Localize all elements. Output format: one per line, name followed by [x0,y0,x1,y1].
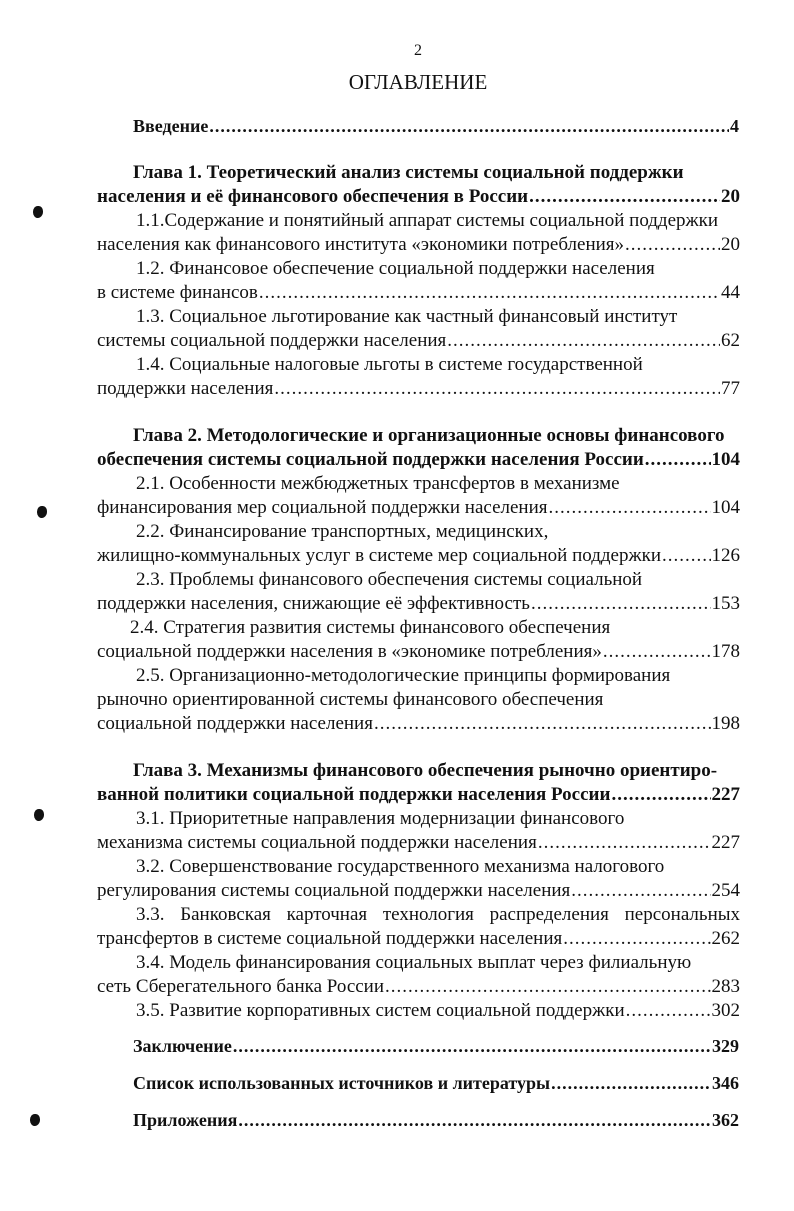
toc-entry-sources[interactable] [133,1071,739,1095]
toc-label: системы социальной поддержки населения [97,330,447,351]
section-3-3-cont[interactable] [97,927,740,951]
section-3-4[interactable]: 3.4. Модель финансирования социальных выплат через филиальную [136,952,692,973]
toc-page: 62 [721,330,740,351]
toc-label: регулирования системы социальной поддержки населения [97,880,571,901]
toc-page: 178 [711,641,740,662]
section-2-2[interactable]: 2.2. Финансирование транспортных, медицинских, [136,521,549,542]
toc-page: 254 [711,880,740,901]
section-2-5[interactable]: 2.5. Организационно-методологические принципы формирования [136,665,671,686]
page-number: 2 [414,42,422,59]
section-3-4-cont[interactable] [97,975,740,999]
page-title: ОГЛАВЛЕНИЕ [348,70,488,94]
chapter-1-heading[interactable]: Глава 1. Теоретический анализ системы социальной поддержки [133,162,684,183]
toc-leader [529,185,720,209]
toc-label: трансфертов в системе социальной поддержки населения [97,928,563,949]
toc-label: социальной поддержки населения [97,713,373,734]
toc-leader [233,1034,711,1058]
toc-label: в системе финансов [97,282,258,303]
toc-label: социальной поддержки населения в «экономике потребления» [97,641,602,662]
toc-label: механизма системы социальной поддержки населения [97,832,537,853]
toc-leader [374,712,711,736]
toc-entry-conclusion[interactable] [133,1034,739,1058]
toc-page: 126 [711,545,740,566]
toc-page: 227 [711,832,740,853]
toc-label: Приложения [133,1110,238,1130]
section-2-5-cont[interactable]: рыночно ориентированной системы финансового обеспечения [97,689,604,710]
toc-leader [563,927,710,951]
section-1-3-cont[interactable] [97,329,740,353]
toc-leader [538,831,711,855]
binder-hole-mark [33,206,43,218]
section-1-3[interactable]: 1.3. Социальное льготирование как частный финансовый институт [136,306,678,327]
section-2-4[interactable]: 2.4. Стратегия развития системы финансового обеспечения [130,617,611,638]
toc-page: 104 [711,497,740,518]
section-3-2[interactable]: 3.2. Совершенствование государственного механизма налогового [136,856,665,877]
section-2-1[interactable]: 2.1. Особенности межбюджетных трансфертов в механизме [136,473,620,494]
section-2-1-cont[interactable] [97,496,740,520]
toc-label: населения и её финансового обеспечения в России [97,186,529,207]
toc-label: поддержки населения, снижающие её эффективность [97,593,530,614]
section-3-1-cont[interactable] [97,831,740,855]
toc-leader [274,377,720,401]
toc-page: 104 [711,449,740,470]
toc-label: поддержки населения [97,378,274,399]
section-1-4-cont[interactable] [97,377,740,401]
toc-page: 44 [721,282,740,303]
toc-leader [259,281,720,305]
chapter-2-heading[interactable]: Глава 2. Методологические и организационные основы финансового [133,425,725,446]
toc-leader [626,999,711,1023]
toc-label: 3.5. Развитие корпоративных систем социальной поддержки [136,1000,625,1021]
toc-page: 302 [711,1000,740,1021]
section-1-1-cont[interactable] [97,233,740,257]
toc-label: жилищно-коммунальных услуг в системе мер социальной поддержки [97,545,661,566]
toc-leader [571,879,710,903]
toc-page: 4 [730,116,739,136]
toc-page: 77 [721,378,740,399]
chapter-1-heading-cont[interactable] [97,185,740,209]
toc-page: 346 [712,1073,739,1093]
toc-entry-appendix[interactable] [133,1108,739,1132]
section-2-2-cont[interactable] [97,544,740,568]
toc-page: 283 [711,976,740,997]
section-2-5-cont-2[interactable] [97,712,740,736]
section-1-4[interactable]: 1.4. Социальные налоговые льготы в системе государственной [136,354,643,375]
toc-label: Список использованных источников и литературы [133,1073,551,1093]
section-3-2-cont[interactable] [97,879,740,903]
toc-label: обеспечения системы социальной поддержки населения России [97,449,644,470]
toc-leader [662,544,711,568]
toc-page: 262 [711,928,740,949]
toc-leader [611,783,710,807]
chapter-2-heading-cont[interactable] [97,448,740,472]
toc-leader [238,1108,711,1132]
toc-leader [551,1071,711,1095]
section-3-1[interactable]: 3.1. Приоритетные направления модернизации финансового [136,808,625,829]
section-3-3[interactable]: 3.3. Банковская карточная технология распределения персональных [136,904,740,925]
toc-label: ванной политики социальной поддержки населения России [97,784,611,805]
toc-page: 20 [721,234,740,255]
toc-leader [531,592,711,616]
toc-label: сеть Сберегательного банка России [97,976,385,997]
toc-page: 227 [711,784,740,805]
toc-leader [385,975,710,999]
toc-leader [603,640,711,664]
toc-page: 153 [711,593,740,614]
toc-leader [447,329,720,353]
section-2-4-cont[interactable] [97,640,740,664]
chapter-3-heading-cont[interactable] [97,783,740,807]
toc-entry-introduction[interactable] [133,114,739,138]
binder-hole-mark [30,1114,40,1126]
binder-hole-mark [37,506,47,518]
section-1-1[interactable]: 1.1.Содержание и понятийный аппарат системы социальной поддержки [136,210,719,231]
toc-page: 20 [721,186,740,207]
toc-leader [549,496,711,520]
toc-leader [645,448,711,472]
toc-label: населения как финансового института «экономики потребления» [97,234,625,255]
section-1-2-cont[interactable] [97,281,740,305]
toc-label: Введение [133,116,209,136]
toc-leader [209,114,729,138]
chapter-3-heading[interactable]: Глава 3. Механизмы финансового обеспечения рыночно ориентиро- [133,760,718,781]
section-3-5[interactable] [136,999,740,1023]
binder-hole-mark [34,809,44,821]
toc-page: 329 [712,1036,739,1056]
toc-label: Заключение [133,1036,232,1056]
toc-leader [625,233,720,257]
section-1-2[interactable]: 1.2. Финансовое обеспечение социальной поддержки населения [136,258,655,279]
section-2-3[interactable]: 2.3. Проблемы финансового обеспечения системы социальной [136,569,643,590]
toc-page: 198 [711,713,740,734]
toc-label: финансирования мер социальной поддержки населения [97,497,548,518]
toc-page: 362 [712,1110,739,1130]
section-2-3-cont[interactable] [97,592,740,616]
